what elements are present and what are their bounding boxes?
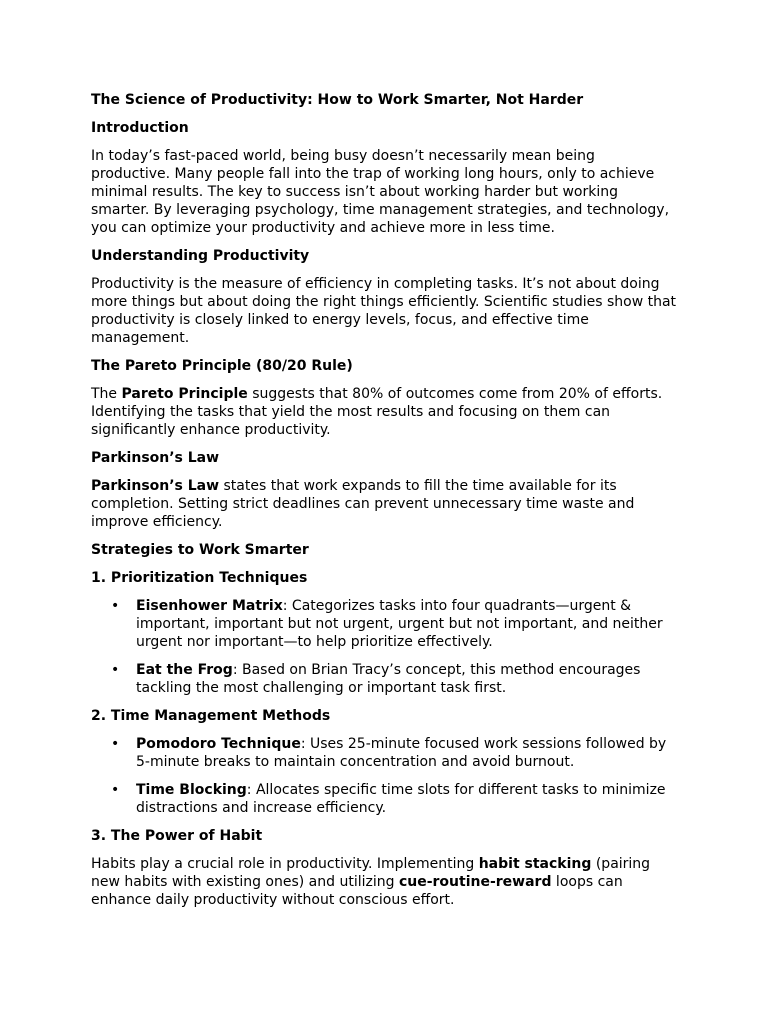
parkinson-body-text: states that work expands to fill the time available for its completion. Setting strict deadlines can prevent unnecessary time waste and improve efficiency. xyxy=(91,478,635,530)
item-term: Time Blocking xyxy=(136,782,247,798)
item-text: : Based on Brian Tracy’s concept, this method encourages tackling the most challenging or important task first. xyxy=(136,662,641,696)
habit-term-loop: cue-routine-reward xyxy=(398,874,552,890)
habit-body-text: loops can enhance daily productivity without conscious effort. xyxy=(91,874,623,908)
list-time-management-methods xyxy=(91,735,678,817)
paragraph-understanding-productivity: Productivity is the measure of efficiency in completing tasks. It’s not about doing more things but about doing the right things efficiently. Scientific studies show that productivity is closely linked to energy levels, focus, and effective time management. xyxy=(91,276,677,346)
item-text: : Allocates specific time slots for different tasks to minimize distractions and increase efficiency. xyxy=(136,782,666,816)
item-text: : Uses 25-minute focused work sessions followed by 5-minute breaks to maintain concentration and avoid burnout. xyxy=(136,736,667,770)
list-item xyxy=(91,661,678,697)
bullet-icon: • xyxy=(111,736,120,752)
heading-pareto-principle: The Pareto Principle (80/20 Rule) xyxy=(91,358,353,374)
bullet-icon: • xyxy=(111,662,120,678)
heading-power-of-habit: 3. The Power of Habit xyxy=(91,828,263,844)
paragraph-introduction: In today’s fast-paced world, being busy doesn’t necessarily mean being productive. Many people fall into the trap of working long hours, only to achieve minimal results. The key to success isn’t about working harder but working smarter. By leveraging psychology, time management strategies, and technology, you can optimize your productivity and achieve more in less time. xyxy=(91,148,670,236)
list-item xyxy=(91,781,678,817)
paragraph-power-of-habit xyxy=(91,855,678,909)
heading-understanding-productivity: Understanding Productivity xyxy=(91,248,310,264)
paragraph-pareto-principle xyxy=(91,385,678,439)
parkinson-term: Parkinson’s Law xyxy=(91,478,220,494)
list-prioritization-techniques xyxy=(91,597,678,697)
item-term: Eisenhower Matrix xyxy=(136,598,283,614)
list-item xyxy=(91,735,678,771)
habit-lead-text: Habits play a crucial role in productivity. Implementing xyxy=(91,856,479,872)
document-title: The Science of Productivity: How to Work Smarter, Not Harder xyxy=(91,92,584,108)
heading-time-management-methods: 2. Time Management Methods xyxy=(91,708,331,724)
heading-introduction: Introduction xyxy=(91,120,189,136)
bullet-icon: • xyxy=(111,782,120,798)
item-text: : Categorizes tasks into four quadrants—urgent & important, important but not urgent, urgent but not important, and neither urgent nor important—to help prioritize effectively. xyxy=(136,598,663,650)
habit-term-stacking: habit stacking xyxy=(478,856,592,872)
heading-prioritization-techniques: 1. Prioritization Techniques xyxy=(91,570,308,586)
pareto-term: Pareto Principle xyxy=(121,386,248,402)
item-term: Eat the Frog xyxy=(136,662,233,678)
paragraph-parkinsons-law xyxy=(91,477,678,531)
bullet-icon: • xyxy=(111,598,120,614)
item-term: Pomodoro Technique xyxy=(136,736,301,752)
pareto-body-text: suggests that 80% of outcomes come from 20% of efforts. Identifying the tasks that yield the most results and focusing on them can significantly enhance productivity. xyxy=(91,386,663,438)
heading-parkinsons-law: Parkinson’s Law xyxy=(91,450,220,466)
heading-strategies: Strategies to Work Smarter xyxy=(91,542,309,558)
habit-mid-text: (pairing new habits with existing ones) and utilizing xyxy=(91,856,651,890)
list-item xyxy=(91,597,678,651)
pareto-lead-text: The xyxy=(91,386,122,402)
